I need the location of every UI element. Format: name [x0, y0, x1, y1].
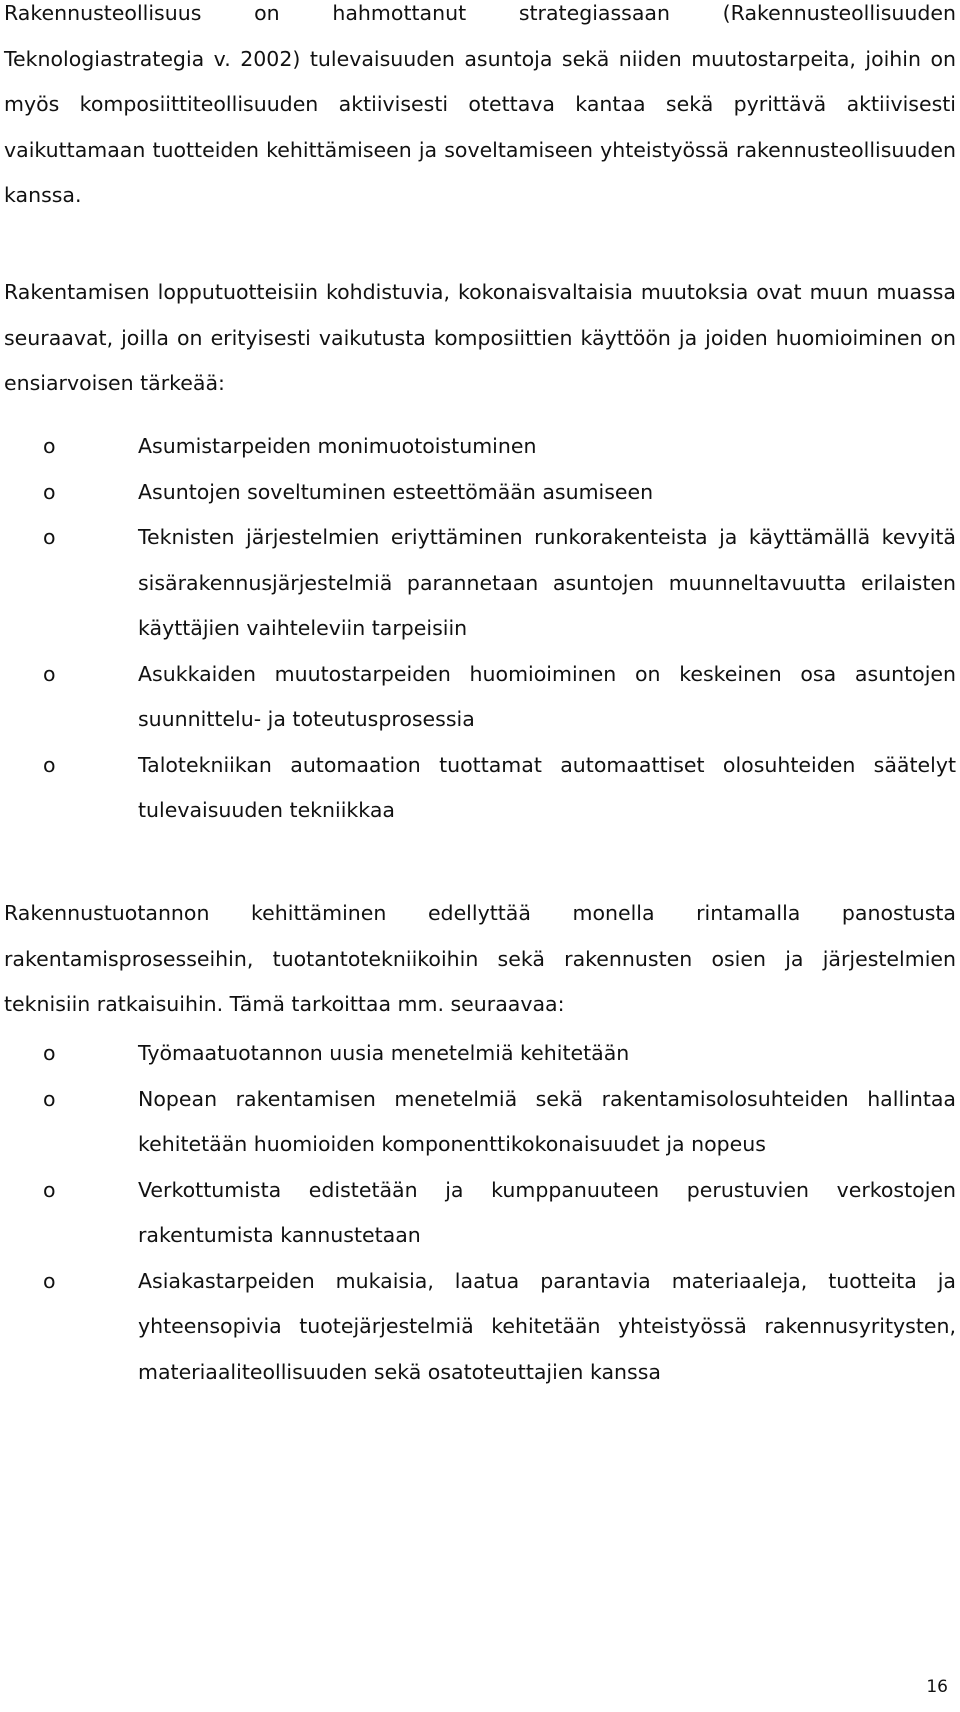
- bullet-marker: o: [43, 752, 56, 777]
- bullet-marker: o: [43, 434, 56, 458]
- bullet-marker: o: [43, 525, 56, 549]
- list-item-text: Talotekniikan automaation tuottamat automaattiset olosuhteiden säätelyt tulevaisuuden tekniikkaa: [138, 752, 956, 822]
- list-item: [0, 515, 960, 652]
- list-item: [0, 1168, 960, 1259]
- paragraph-strategy: Rakennusteollisuus on hahmottanut strategiassaan (Rakennusteollisuuden Teknologiastrategia v. 2002) tulevaisuuden asuntoja sekä niiden muutostarpeita, joihin on myös komposiittiteollisuuden aktiivisesti otettava kantaa sekä pyrittävä aktiivisesti vaikuttamaan tuotteiden kehittämiseen ja soveltamiseen yhteistyössä rakennusteollisuuden kanssa.: [4, 1, 956, 207]
- bullet-list-production-development: [0, 1031, 960, 1395]
- bullet-marker: o: [43, 1086, 56, 1111]
- list-item: [0, 652, 960, 743]
- bullet-marker: o: [43, 661, 56, 686]
- list-item-text: Teknisten järjestelmien eriyttäminen runkorakenteista ja käyttämällä kevyitä sisärakennusjärjestelmiä parannetaan asuntojen muunneltavuutta erilaisten käyttäjien vaihteleviin tarpeisiin: [138, 525, 956, 640]
- bullet-marker: o: [43, 1268, 56, 1293]
- list-item: [0, 1031, 960, 1077]
- list-item-text: Nopean rakentamisen menetelmiä sekä rakentamisolosuhteiden hallintaa kehitetään huomioiden komponenttikokonaisuudet ja nopeus: [138, 1086, 956, 1156]
- list-item: [0, 1077, 960, 1168]
- paragraph-production-development: Rakennustuotannon kehittäminen edellyttää monella rintamalla panostusta rakentamisprosesseihin, tuotantotekniikoihin sekä rakennusten osien ja järjestelmien teknisiin ratkaisuihin. Tämä tarkoittaa mm. seuraavaa:: [4, 901, 956, 1016]
- list-item: [0, 743, 960, 834]
- list-item-text: Asiakastarpeiden mukaisia, laatua parantavia materiaaleja, tuotteita ja yhteensopivia tuotejärjestelmiä kehitetään yhteistyössä rakennusyritysten, materiaaliteollisuuden sekä osatoteuttajien kanssa: [138, 1268, 956, 1384]
- list-item-text: Asukkaiden muutostarpeiden huomioiminen on keskeinen osa asuntojen suunnittelu- ja toteutusprosessia: [138, 661, 956, 731]
- page-number: 16: [926, 1677, 948, 1697]
- paragraph-end-product-changes: Rakentamisen lopputuotteisiin kohdistuvia, kokonaisvaltaisia muutoksia ovat muun muassa seuraavat, joilla on erityisesti vaikutusta komposiittien käyttöön ja joiden huomioiminen on ensiarvoisen tärkeää:: [4, 280, 956, 395]
- list-item-text: Verkottumista edistetään ja kumppanuuteen perustuvien verkostojen rakentumista kannustetaan: [138, 1177, 956, 1247]
- bullet-marker: o: [43, 479, 56, 504]
- list-item: [0, 1259, 960, 1396]
- bullet-list-end-product-changes: [0, 424, 960, 834]
- list-item-text: Asuntojen soveltuminen esteettömään asumiseen: [138, 479, 654, 504]
- list-item: [0, 424, 960, 470]
- bullet-marker: o: [43, 1177, 56, 1202]
- list-item: [0, 470, 960, 516]
- bullet-marker: o: [43, 1041, 56, 1065]
- list-item-text: Työmaatuotannon uusia menetelmiä kehitetään: [138, 1041, 630, 1065]
- list-item-text: Asumistarpeiden monimuotoistuminen: [138, 434, 537, 458]
